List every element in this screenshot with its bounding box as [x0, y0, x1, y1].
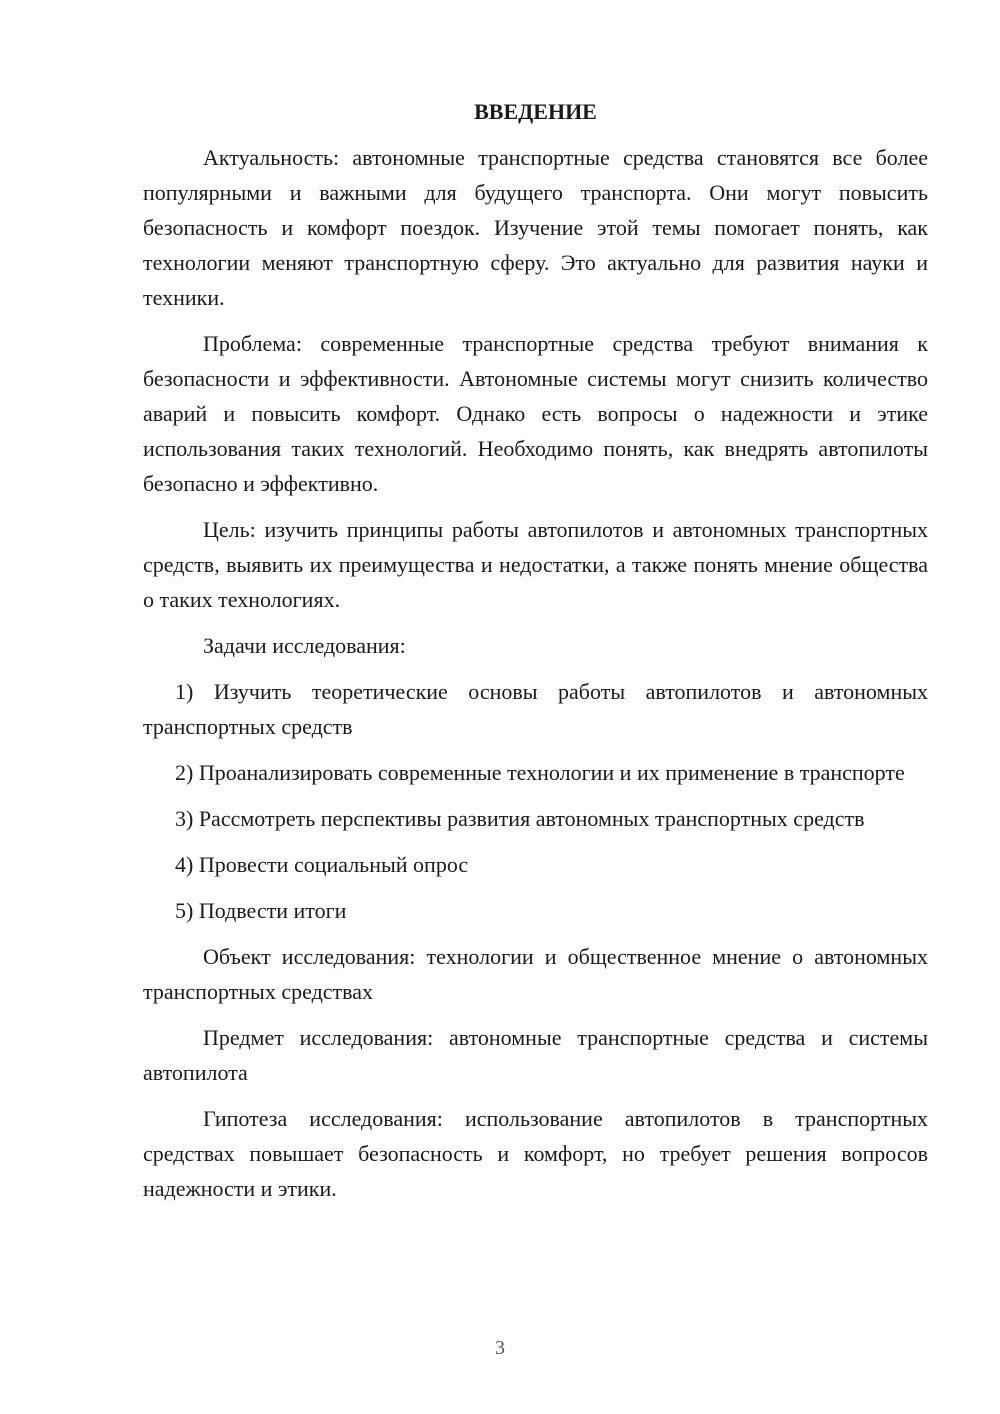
object-paragraph: Объект исследования: технологии и общественное мнение о автономных транспортных средствах: [143, 944, 928, 1004]
task-item-4: 4) Провести социальный опрос: [175, 852, 469, 877]
subject-paragraph: Предмет исследования: автономные транспортные средства и системы автопилота: [143, 1025, 928, 1085]
task-item-1: 1) Изучить теоретические основы работы автопилотов и автономных транспортных средств: [143, 679, 928, 739]
task-item-2: 2) Проанализировать современные технологии и их применение в транспорте: [175, 760, 905, 785]
task-item-3: 3) Рассмотреть перспективы развития автономных транспортных средств: [175, 806, 865, 831]
task-item-5: 5) Подвести итоги: [175, 898, 347, 923]
problem-paragraph: Проблема: современные транспортные средства требуют внимания к безопасности и эффективности. Автономные системы могут снизить количество аварий и повысить комфорт. Однако есть вопросы о надежности и этике использования таких технологий. Необходимо понять, как внедрять автопилоты безопасно и эффективно.: [143, 331, 928, 496]
page-number: 3: [495, 1337, 505, 1359]
page-heading: ВВЕДЕНИЕ: [474, 99, 597, 124]
hypothesis-paragraph: Гипотеза исследования: использование автопилотов в транспортных средствах повышает безопасность и комфорт, но требует решения вопросов надежности и этики.: [143, 1106, 928, 1201]
tasks-heading: Задачи исследования:: [203, 633, 406, 658]
goal-paragraph: Цель: изучить принципы работы автопилотов и автономных транспортных средств, выявить их преимущества и недостатки, а также понять мнение общества о таких технологиях.: [143, 517, 928, 612]
page-content: [143, 94, 928, 1217]
relevance-paragraph: Актуальность: автономные транспортные средства становятся все более популярными и важными для будущего транспорта. Они могут повысить безопасность и комфорт поездок. Изучение этой темы помогает понять, как технологии меняют транспортную сферу. Это актуально для развития науки и техники.: [143, 145, 928, 310]
